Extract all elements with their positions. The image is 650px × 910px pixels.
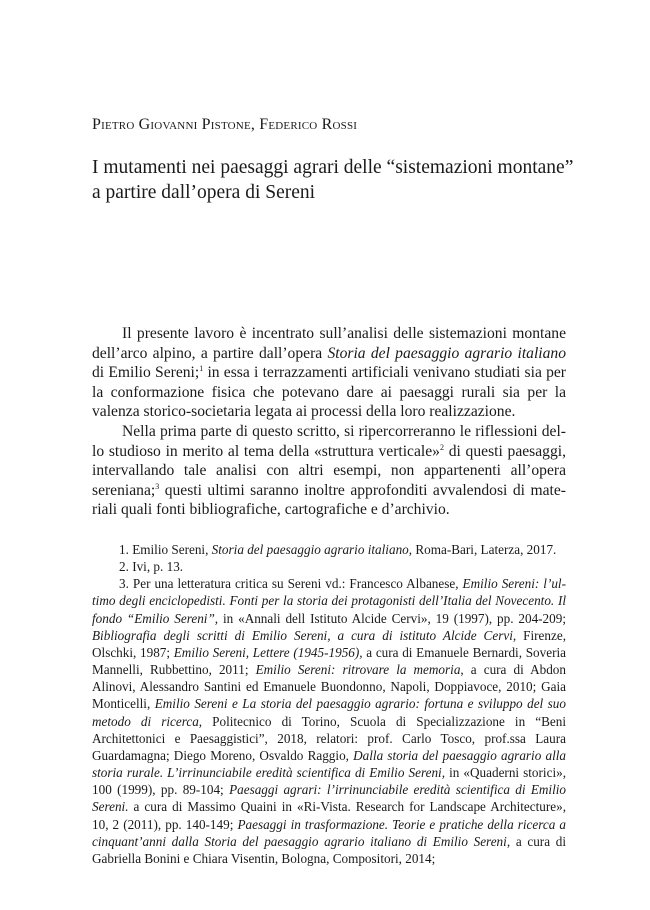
footnote-3-seg-11: Politecnico di Torino, Scuola di Specializzazione in “Beni Architettonici e Paesaggistici”, 2018, relatori: prof. Carlo Tosco, prof.ssa Laura Guardamagna; Diego Moreno, Osvaldo Raggio, xyxy=(92,713,567,763)
footnote-3-seg-06: Emilio Sereni, Lettere (1945-1956), xyxy=(173,644,363,660)
footnote-3-seg-17: a cura di Gabriella Bonini e Chiara Visentin, Bologna, Compositori, 2014; xyxy=(92,833,566,866)
footnote-3-seg-09: , a cura di Abdon Alinovi, Alessandro Santini ed Emanuele Buondonno, Napoli, Doppiavoce, 2010; Gaia Monticelli, xyxy=(92,662,566,712)
footnote-3-seg-12: Dalla storia del paesaggio agrario alla storia rurale. L’irrinunciabile eredità scientifica di Emilio Sereni, xyxy=(92,747,566,781)
footnote-3-seg-03: in «Annali dell Istituto Alcide Cervi», 19 (1997), pp. 204-209; xyxy=(218,610,566,626)
paragraph-2-text-c: questi ultimi saranno inoltre approfonditi avvalendosi di materiali quali fonti bibliografiche, cartografiche e d’archivio. xyxy=(92,481,566,519)
footnote-1-title: Storia del paesaggio agrario italiano xyxy=(211,542,409,557)
article-title xyxy=(92,155,572,205)
paragraph-1-text-a: Il presente lavoro è incentrato sull’analisi delle sistemazioni montane dell’arco alpino, a partire dall’opera xyxy=(92,325,566,362)
footnote-3-seg-04: Bibliografia degli scritti di Emilio Sereni, a cura di istituto Alcide Cervi, xyxy=(92,627,517,643)
footnote-3-seg-07: a cura di Emanuele Bernardi, Soveria Mannelli, Rubbettino, 2011; xyxy=(92,644,566,678)
footnote-3-seg-05: Firenze, Olschki, 1987; xyxy=(92,627,566,660)
footnote-ref-2: 2 xyxy=(439,442,444,452)
footnote-3-seg-13: in «Quaderni storici», 100 (1999), pp. 89-104; xyxy=(92,765,566,798)
body-text xyxy=(92,324,566,520)
footnote-1-text-b: , Roma-Bari, Laterza, 2017. xyxy=(408,542,557,557)
footnote-ref-3: 3 xyxy=(155,481,160,491)
footnote-3 xyxy=(92,575,566,867)
footnote-3-seg-14: Paesaggi agrari: l’irrinunciabile eredità scientifica di Emilio Sereni. xyxy=(92,782,567,815)
paragraph-2-text-a: Nella prima parte di questo scritto, si ripercorreranno le riflessioni dello studioso in merito al tema della «struttura verticale» xyxy=(92,422,566,460)
footnote-2: 2. Ivi, p. 13. xyxy=(119,559,184,575)
authors: Pietro Giovanni Pistone, Federico Rossi xyxy=(92,116,358,133)
paragraph-1 xyxy=(92,324,566,422)
footnotes xyxy=(92,541,566,867)
footnote-3-seg-10: Emilio Sereni e La storia del paesaggio agrario: fortuna e sviluppo del suo metodo di ricerca, xyxy=(92,696,566,729)
footnote-3-seg-08: Emilio Sereni: ritrovare la memoria xyxy=(255,662,461,678)
title-line-1: I mutamenti nei paesaggi agrari delle “sistemazioni montane” xyxy=(92,157,574,178)
book-title: Storia del paesaggio agrario italiano xyxy=(327,344,567,362)
footnote-3-seg-01: 3. Per una letteratura critica su Sereni vd.: Francesco Albanese, xyxy=(119,576,463,592)
paragraph-2-text-b: di questi paesaggi, intervallando tale analisi con altri esempi, non appartenenti all’opera sereniana; xyxy=(92,442,566,499)
footnote-3-seg-02: Emilio Sereni: l’ultimo degli enciclopedisti. Fonti per la storia dei protagonisti dell’Italia del Novecento. Il fondo “Emilio Sereni”, xyxy=(92,576,566,626)
footnote-3-seg-15: a cura di Massimo Quaini in «Ri-Vista. Research for Landscape Architecture», 10, 2 (2011), pp. 140-149; xyxy=(92,799,566,832)
paragraph-1-text-c: in essa i terrazzamenti artificiali venivano studiati sia per la conformazione fisica che potevano dare ai paesaggi rurali sia per la valenza storico-societaria legata ai processi della loro realizzazione. xyxy=(92,364,566,421)
footnote-ref-1: 1 xyxy=(199,364,204,373)
title-line-2: a partire dall’opera di Sereni xyxy=(92,182,316,203)
footnote-1-text-a: 1. Emilio Sereni, xyxy=(119,542,212,557)
paragraph-2 xyxy=(92,422,566,520)
paragraph-1-text-b: di Emilio Sereni; xyxy=(92,364,200,382)
footnote-3-seg-16: Paesaggi in trasformazione. Teorie e pratiche della ricerca a cinquant’anni dalla Storia del paesaggio agrario italiano di Emilio Sereni, xyxy=(92,816,566,849)
footnote-1 xyxy=(92,541,566,558)
